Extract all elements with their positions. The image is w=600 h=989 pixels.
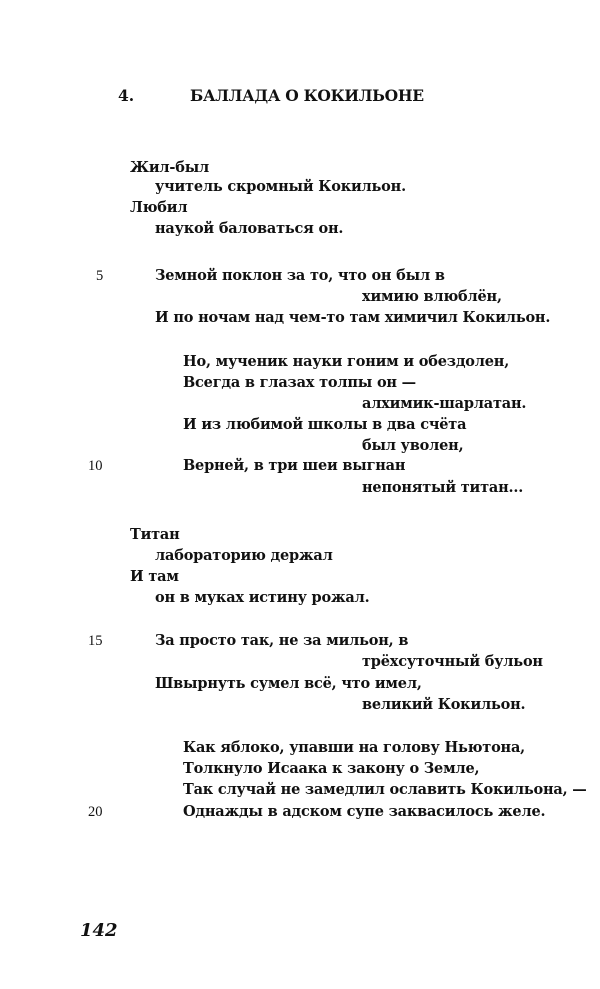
verse-line: Но, мученик науки гоним и обездолен,: [183, 353, 510, 370]
verse-line: Как яблоко, упавши на голову Ньютона,: [183, 739, 526, 756]
verse-line: наукой баловаться он.: [155, 220, 344, 237]
verse-line: Любил: [130, 199, 188, 216]
verse-line: трёхсуточный бульон: [362, 653, 543, 670]
verse-line: Всегда в глазах толпы он —: [183, 374, 416, 391]
verse-line: Верней, в три шеи выгнан: [183, 457, 406, 474]
line-number: 20: [88, 804, 103, 820]
verse-line: И по ночам над чем-то там химичил Кокильон.: [155, 309, 551, 326]
verse-line: Так случай не замедлил ославить Кокильона, —: [183, 781, 587, 798]
verse-line: он в муках истину рожал.: [155, 589, 370, 606]
verse-line: Однажды в адском супе заквасилось желе.: [183, 803, 546, 820]
verse-line: химию влюблён,: [362, 288, 502, 305]
verse-line: Толкнуло Исаака к закону о Земле,: [183, 760, 480, 777]
verse-line: И там: [130, 568, 179, 585]
verse-line: алхимик-шарлатан.: [362, 395, 527, 412]
chapter-number: 4.: [118, 86, 135, 105]
poem-title: БАЛЛАДА О КОКИЛЬОНЕ: [190, 86, 424, 105]
verse-line: лабораторию держал: [155, 547, 333, 564]
verse-line: И из любимой школы в два счёта: [183, 416, 467, 433]
line-number: 10: [88, 458, 103, 474]
verse-line: непонятый титан...: [362, 479, 524, 496]
verse-line: Швырнуть сумел всё, что имел,: [155, 675, 422, 692]
line-number: 5: [96, 268, 104, 284]
verse-line: За просто так, не за мильон, в: [155, 632, 409, 649]
verse-line: учитель скромный Кокильон.: [155, 178, 406, 195]
verse-line: Земной поклон за то, что он был в: [155, 267, 445, 284]
verse-line: был уволен,: [362, 437, 464, 454]
verse-line: Титан: [130, 526, 180, 543]
verse-line: великий Кокильон.: [362, 696, 526, 713]
verse-line: Жил-был: [130, 159, 210, 176]
page-number: 142: [80, 920, 118, 941]
line-number: 15: [88, 633, 103, 649]
